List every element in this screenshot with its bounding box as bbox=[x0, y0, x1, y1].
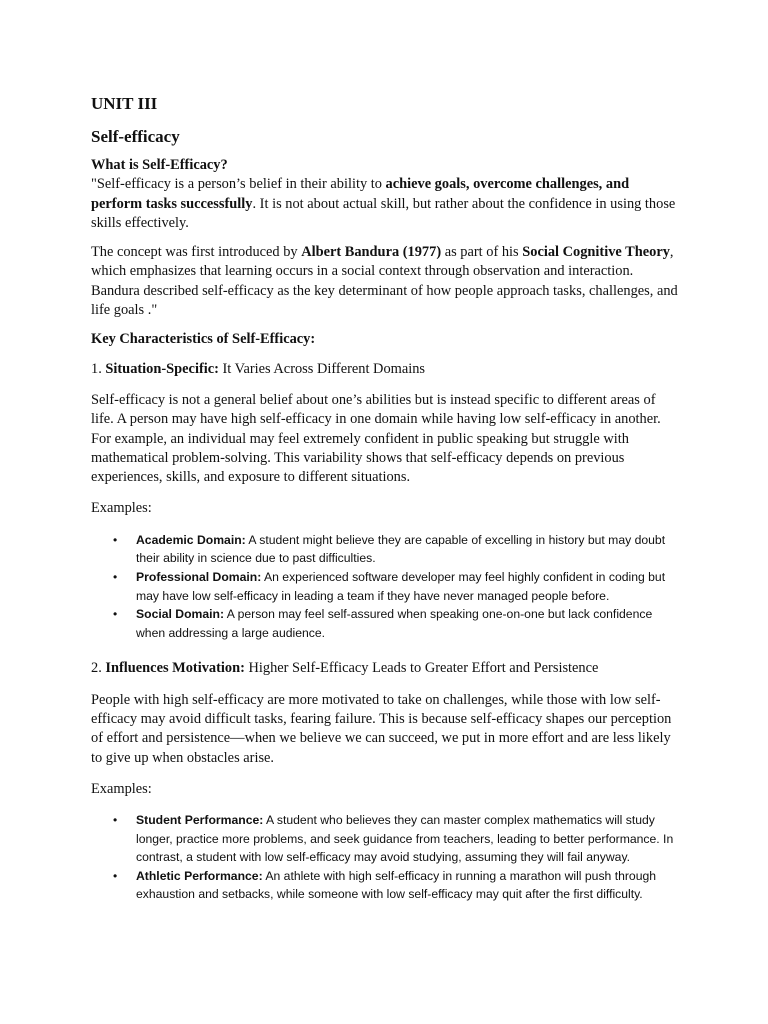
bullet-icon: • bbox=[113, 813, 118, 828]
unit-title: UNIT III bbox=[91, 94, 158, 113]
section-1-examples-list bbox=[91, 531, 681, 643]
bullet-icon: • bbox=[113, 532, 118, 547]
section-title: Self-efficacy bbox=[91, 127, 180, 146]
bandura-paragraph: The concept was first introduced by Albert Bandura (1977) as part of his Social Cognitive Theory, which emphasizes that learning occurs in a social context through observation and interaction. Bandura described self-efficacy as the key determinant of how people approach tasks, challenges, and life goals ." bbox=[91, 244, 678, 319]
section-2-examples-list bbox=[91, 811, 681, 904]
section-1-examples-label: Examples: bbox=[91, 500, 152, 517]
list-item: • Athletic Performance: An athlete with high self-efficacy in running a marathon will push through exhaustion and setbacks, while someone with low self-efficacy may quit after the first difficulty. bbox=[113, 868, 657, 902]
key-characteristics-heading: Key Characteristics of Self-Efficacy: bbox=[91, 331, 316, 348]
document-content bbox=[91, 92, 681, 904]
section-2-heading: 2. Influences Motivation: Higher Self-Efficacy Leads to Greater Effort and Persistence bbox=[91, 660, 599, 677]
bullet-icon: • bbox=[113, 868, 118, 883]
bullet-icon: • bbox=[113, 569, 118, 584]
bullet-icon: • bbox=[113, 607, 118, 622]
what-is-heading: What is Self-Efficacy? bbox=[91, 157, 228, 173]
list-item: • Student Performance: A student who believes they can master complex mathematics will study longer, practice more problems, and seek guidance from teachers, leading to better performance. In contrast, a student with low self-efficacy may avoid studying, assuming they will fail anyway. bbox=[113, 813, 674, 865]
section-2-body: People with high self-efficacy are more motivated to take on challenges, while those with low self-efficacy may avoid difficult tasks, fearing failure. This is because self-efficacy shapes our perception of effort and persistence—when we believe we can succeed, we put in more effort and are less likely to give up when obstacles arise. bbox=[91, 691, 672, 766]
definition-paragraph: "Self-efficacy is a person’s belief in their ability to achieve goals, overcome challenges, and perform tasks successfully. It is not about actual skill, but rather about the confidence in using those skills effectively. bbox=[91, 176, 676, 231]
list-item: • Academic Domain: A student might believe they are capable of excelling in history but may doubt their ability in science due to past difficulties. bbox=[113, 532, 666, 566]
section-1-heading: 1. Situation-Specific: It Varies Across Different Domains bbox=[91, 360, 426, 377]
section-1-body: Self-efficacy is not a general belief about one’s abilities but is instead specific to different areas of life. A person may have high self-efficacy in one domain while having low self-efficacy in another. For example, an individual may feel extremely confident in public speaking but struggle with mathematical problem-solving. This variability shows that self-efficacy depends on previous experiences, skills, and exposure to different situations. bbox=[91, 391, 661, 486]
section-2-examples-label: Examples: bbox=[91, 780, 152, 797]
list-item: • Professional Domain: An experienced software developer may feel highly confident in coding but may have low self-efficacy in leading a team if they have never managed people before. bbox=[113, 569, 666, 603]
list-item: • Social Domain: A person may feel self-assured when speaking one-on-one but lack confidence when addressing a large audience. bbox=[113, 607, 653, 640]
